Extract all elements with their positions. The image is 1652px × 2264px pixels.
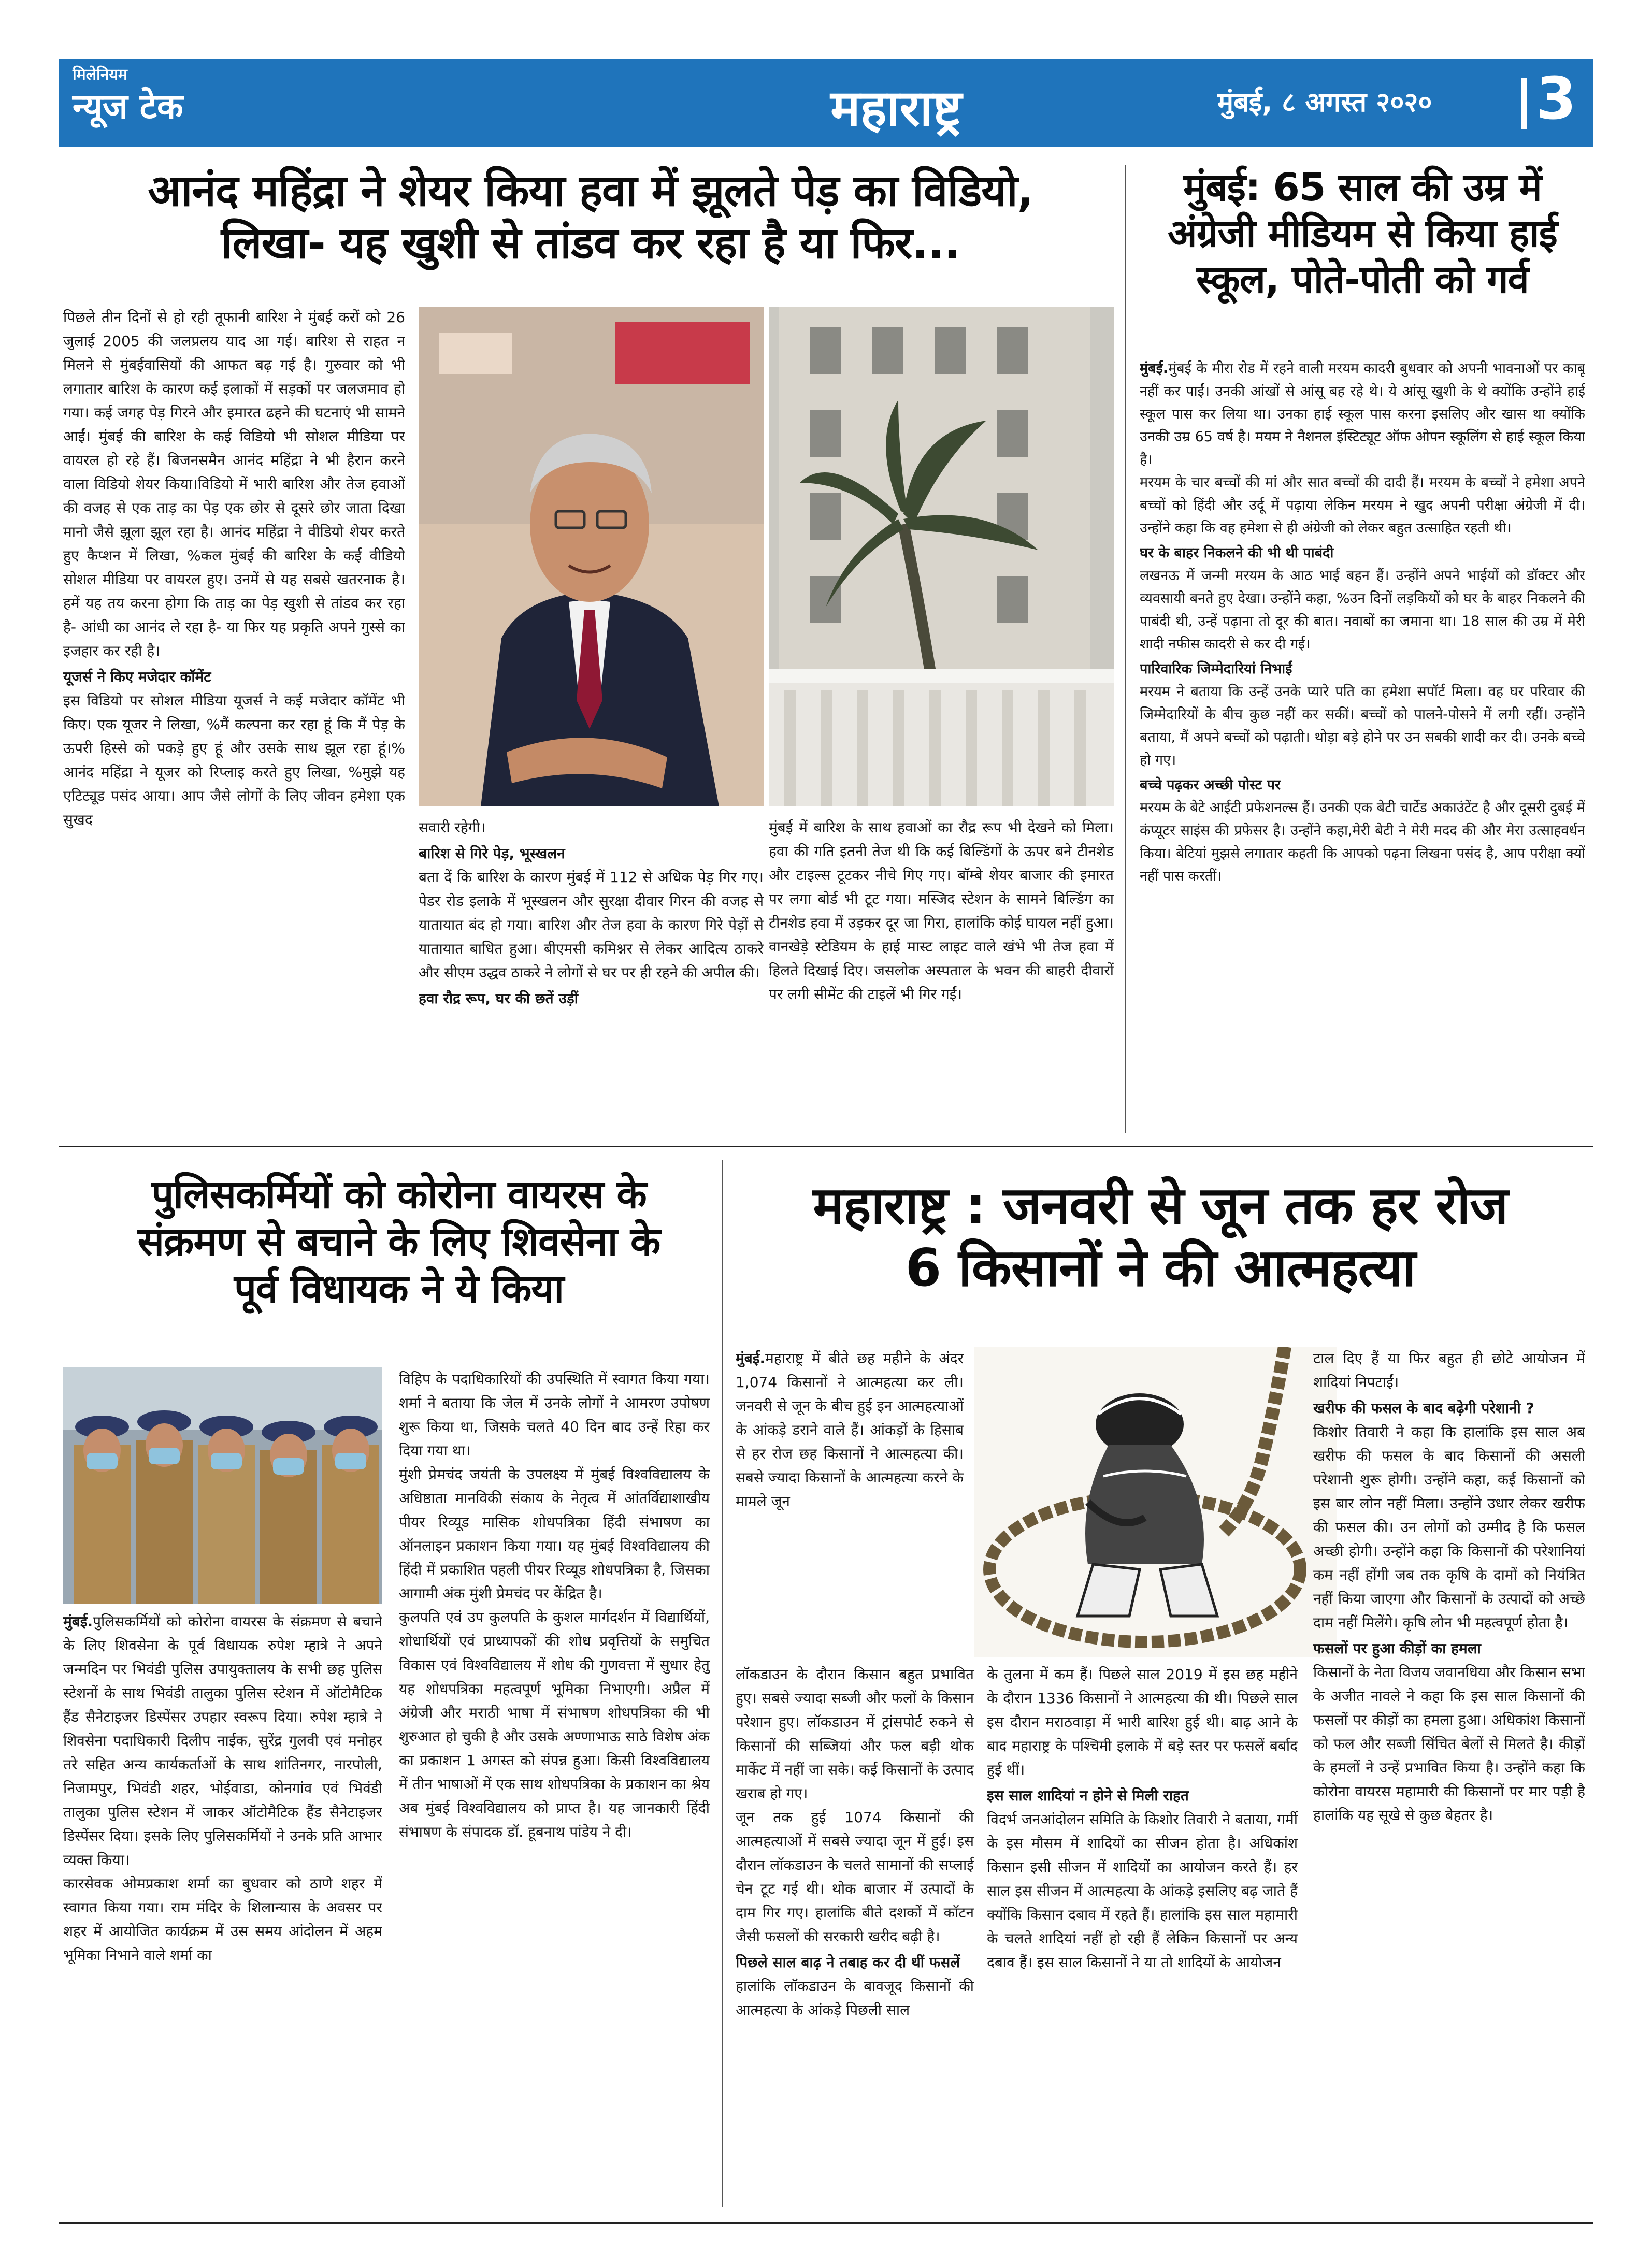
section-title: महाराष्ट्र — [830, 79, 962, 137]
farmer-sketch — [974, 1347, 1337, 1657]
story1-subhead-trees: बारिश से गिरे पेड़, भूस्खलन — [419, 845, 565, 862]
story4-headline-line1: महाराष्ट्र : जनवरी से जून तक हर रोज — [813, 1175, 1508, 1236]
story1-body-2: इस विडियो पर सोशल मीडिया यूजर्स ने कई मजेदार कॉमेंट भी किए। एक यूजर ने लिखा, %मैं कल्पना कर रहा हूं कि मैं पेड़ के ऊपरी हिस्से को पकड़े हुए हूं और उसके साथ झूल रहा हूं।% आनंद महिंद्रा ने यूजर को रिप्लाइ करते हुए लिखा, %मुझे यह एटिट्यूड पसंद आया। आप जैसे लोगों के लिए जीवन हमेशा एक सुखद — [63, 692, 405, 828]
story2-subhead-3: बच्चे पढ़कर अच्छी पोस्ट पर — [1140, 777, 1281, 793]
story2-subhead-1: घर के बाहर निकलने की भी थी पाबंदी — [1140, 545, 1334, 561]
story1-subhead-wind: हवा रौद्र रूप, घर की छतें उड़ीं — [419, 990, 578, 1007]
story2-headline: मुंबई: 65 साल की उम्र में अंग्रेजी मीडियम से किया हाई स्कूल, पोते-पोती को गर्व — [1168, 165, 1557, 302]
story4-body-4: हालांकि लॉकडाउन के बावजूद किसानों की आत्महत्या के आंकड़े पिछली साल — [736, 1978, 974, 2018]
police-masks-icon — [63, 1367, 382, 1604]
story1-col2-body-1: सवारी रहेगी। — [419, 819, 486, 836]
brand-name: न्यूज टेक — [73, 86, 183, 126]
story4-col3-body-3: किसानों के नेता विजय जवानधिया और किसान सभा के अजीत नावले ने कहा कि इस साल किसानों की फसलों पर कीड़ों का हमला हुआ। अधिकांश किसानों को फल और सब्जी सिंचित बेलों से मिलते है। कीड़ों के हमलों ने उन्हें प्रभावित किया है। उन्होंने कहा कि कोरोना वायरस महामारी की किसानों पर मार पड़ी है हालांकि यह सूखे से कुछ बेहतर है। — [1313, 1664, 1585, 1824]
farmer-noose-sketch-icon — [974, 1347, 1337, 1657]
story3-column-1 — [63, 1610, 382, 2205]
story3-column-2 — [399, 1367, 710, 2207]
palm-tree-storm-icon — [769, 307, 1114, 806]
story3-headline-line1: पुलिसकर्मियों को कोरोना वायरस के — [151, 1171, 647, 1217]
story4-headline-line2: 6 किसानों ने की आत्महत्या — [905, 1237, 1416, 1298]
story1-col3-body: मुंबई में बारिश के साथ हवाओं का रौद्र रूप भी देखने को मिला। हवा की गति इतनी तेज थी कि कई बिल्डिंगों के ऊपर बने टीनशेड और टाइल्स टूटकर नीचे गिए गए। बॉम्बे शेयर बाजार की इमारत पर लगा बोर्ड भी टूट गया। मस्जिद स्टेशन के सामने बिल्डिंग का टीनशेड हवा में उड़कर दूर जा गिरा, हालांकि कोई घायल नहीं हुआ। वानखेड़े स्टेडियम के हाई मास्ट लाइट वाले खंभे भी तेज हवा में हिलते दिखाई दिए। जसलोक अस्पताल के भवन की बाहरी दीवारों पर लगी सीमेंट की टाइलें भी गिर गईं। — [769, 819, 1114, 1003]
story3-col2-body-1: विहिप के पदाधिकारियों की उपस्थिति में स्वागत किया गया। शर्मा ने बताया कि जेल में उनके लोगों ने आमरण उपोषण शुरू किया था, जिसके चलते 40 दिन बाद उन्हें रिहा कर दिया गया था। — [399, 1371, 710, 1459]
footer-rule — [59, 2222, 1593, 2224]
story2-body-3: लखनऊ में जन्मी मरयम के आठ भाई बहन हैं। उन्होंने अपने भाईयों को डॉक्टर और व्यवसायी बनते हुए देखा। उन्होंने कहा, %उन दिनों लड़कियों को घर के बाहर निकलने की पाबंदी थी, उन्हें पढ़ाना तो दूर की बात। नवाबों का जमाना था। 18 साल की उम्र में मेरी शादी नफीस कादरी से कर दी गई। — [1140, 568, 1585, 652]
story3-dateline: मुंबई. — [63, 1613, 93, 1630]
story2-subhead-2: पारिवारिक जिम्मेदारियां निभाईं — [1140, 661, 1292, 677]
story4-body-2: लॉकडाउन के दौरान किसान बहुत प्रभावित हुए। सबसे ज्यादा सब्जी और फलों के किसान परेशान हुए। लॉकडाउन में ट्रांसपोर्ट रुकने से किसानों की सब्जियां और फल बड़ी थोक मार्केट में नहीं जा सके। कई किसानों के उत्पाद खराब हो गए। — [736, 1666, 974, 1802]
person-portrait-icon — [419, 307, 764, 806]
story4-subhead-kharif: खरीफ की फसल के बाद बढ़ेगी परेशानी ? — [1313, 1400, 1534, 1417]
story4-body-1: महाराष्ट्र में बीते छह महीने के अंदर 1,074 किसानों ने आत्महत्या कर ली। जनवरी से जून के बीच हुई इन आत्महत्याओं के आंकड़े डराने वाले हैं। आंकड़ों के हिसाब से हर रोज छह किसानों ने आत्महत्या की। सबसे ज्यादा किसानों के आत्महत्या करने के मामले जून — [736, 1350, 964, 1510]
story1-headline-line2: लिखा- यह खुशी से तांडव कर रहा है या फिर... — [221, 217, 960, 268]
story2-body-4: मरयम ने बताया कि उन्हें उनके प्यारे पति का हमेशा सपॉर्ट मिला। वह घर परिवार की जिम्मेदारियों के बीच कुछ नहीं कर सकीं। बच्चों को पालने-पोसने में लगी रहीं। उन्होंने बताया, मैं अपने बच्चों को पढ़ाती। थोड़ा बड़े होने पर उन सबकी शादी कर दी। उनके बच्चे हो गए। — [1140, 684, 1585, 768]
column-rule — [1125, 165, 1126, 1133]
story4-subhead-pests: फसलों पर हुआ कीड़ों का हमला — [1313, 1640, 1481, 1657]
mahindra-photo — [419, 307, 764, 806]
story4-col2-body-1: के तुलना में कम हैं। पिछले साल 2019 में इस छह महीने के दौरान 1336 किसानों ने आत्महत्या की थी। पिछले साल इस दौरान मराठवाड़ा में भारी बारिश हुई थी। बाढ़ आने के बाद महाराष्ट्र के पश्चिमी इलाके में बड़े स्तर पर फसलें बर्बाद हुई थीं। — [987, 1666, 1298, 1778]
story2-body-2: मरयम के चार बच्चों की मां और सात बच्चों की दादी हैं। मरयम के बच्चों ने हमेशा अपने बच्चों को हिंदी और उर्दू में पढ़ाया लेकिन मरयम ने खुद अपनी परीक्षा अंग्रेजी में दी। उन्होंने कहा कि वह हमेशा से ही अंग्रेजी को लेकर बहुत उत्साहित रहती थी। — [1140, 474, 1585, 536]
brand-tagline: मिलेनियम — [73, 66, 127, 84]
story4-column-2 — [987, 1663, 1298, 2207]
story3-headline-line3: पूर्व विधायक ने ये किया — [234, 1265, 564, 1312]
story4-subhead-flood: पिछले साल बाढ़ ने तबाह कर दी थीं फसलें — [736, 1954, 960, 1971]
story4-subhead-weddings: इस साल शादियां न होने से मिली राहत — [987, 1787, 1189, 1804]
page-number: 3 — [1536, 65, 1576, 133]
story4-body-3: जून तक हुई 1074 किसानों की आत्महत्याओं में सबसे ज्यादा जून में हुई। इस दौरान लॉकडाउन के चलते सामानों की सप्लाई चेन टूट गई थी। थोक बाजार में उत्पादों के दाम गिर गए। हालांकि बीते दशकों में कॉटन जैसी फसलों की सरकारी खरीद बढ़ी है। — [736, 1809, 974, 1945]
page-number-divider — [1521, 78, 1527, 129]
story3-body-1: पुलिसकर्मियों को कोरोना वायरस के संक्रमण से बचाने के लिए शिवसेना के पूर्व विधायक रुपेश म्हात्रे ने अपने जन्मदिन पर भिवंडी पुलिस उपायुक्तालय के सभी छह पुलिस स्टेशनों के साथ भिवंडी तालुका पुलिस स्टेशन में ऑटोमैटिक हैंड सैनेटाइजर डिस्पेंसर उपहार स्वरूप दिया। रुपेश म्हात्रे ने शिवसेना पदाधिकारी दिलीप नाईक, सुरेंद्र गुलवी एवं मनोहर तरे सहित अन्य कार्यकर्ताओं के साथ शांतिनगर, नारपोली, निजामपुर, भिवंडी शहर, भोईवाडा, कोनगांव एवं भिवंडी तालुका पुलिस स्टेशन में जाकर ऑटोमैटिक हैंड सैनेटाइजर डिस्पेंसर दिया। इसके लिए पुलिसकर्मियों ने उनके प्रति आभार व्यक्त किया। — [63, 1613, 382, 1868]
police-photo — [63, 1367, 382, 1604]
story3-col2-body-3: कुलपति एवं उप कुलपति के कुशल मार्गदर्शन में विद्यार्थियों, शोधार्थियों एवं प्राध्यापकों की शोध प्रवृत्तियों के समुचित विकास एवं विश्वविद्यालय में शोध की गुणवत्ता में सुधार हेतु यह शोधपत्रिका महत्वपूर्ण भूमिका निभाएगी। अप्रैल में अंग्रेजी और मराठी भाषा में संभाषण शोधपत्रिका की भी शुरुआत हो चुकी है और उसके अण्णाभाऊ साठे विशेष अंक का प्रकाशन 1 अगस्त को संपन्न हुआ। किसी विश्वविद्यालय में तीन भाषाओं में एक साथ शोधपत्रिका के प्रकाशन का श्रेय अब मुंबई विश्वविद्यालय को प्राप्त है। यह जानकारी हिंदी संभाषण के संपादक डॉ. हूबनाथ पांडेय ने दी। — [399, 1609, 710, 1840]
story3-col2-body-2: मुंशी प्रेमचंद जयंती के उपलक्ष्य में मुंबई विश्वविद्यालय के अधिष्ठाता मानविकी संकाय के नेतृत्व में आंतर्विद्याशाखीय पीयर रिव्यूड मासिक शोधपत्रिका हिंदी संभाषण का ऑनलाइन प्रकाशन किया गया। यह मुंबई विश्वविद्यालय की हिंदी में प्रकाशित पहली पीयर रिव्यूड शोधपत्रिका है, जिसका आगामी अंक मुंशी प्रेमचंद पर केंद्रित है। — [399, 1466, 710, 1602]
story1-body-1: पिछले तीन दिनों से हो रही तूफानी बारिश ने मुंबई करों को 26 जुलाई 2005 की जलप्रलय याद आ गई। बारिश से राहत न मिलने से मुंबईवासियों की आफत बढ़ गई है। गुरुवार को भी लगातार बारिश के कारण कई इलाकों में सड़कों पर जलजमाव हो गया। कई जगह पेड़ गिरने और इमारत ढहने की घटनाएं भी सामने आईं। मुंबई की बारिश के कई विडियो भी सोशल मीडिया पर वायरल हो रहे हैं। बिजनसमैन आनंद महिंद्रा ने भी हैरान करने वाला विडियो शेयर किया।विडियो में भारी बारिश और तेज हवाओं की वजह से एक ताड़ का पेड़ एक छोर से दूसरे छोर जाता दिखा मानो जैसे झूला झूल रहा है। आनंद महिंद्रा ने वीडियो शेयर करते हुए कैप्शन में लिखा, %कल मुंबई की बारिश के कई वीडियो सोशल मीडिया पर वायरल हुए। उनमें से यह सबसे खतरनाक है। हमें यह तय करना होगा कि ताड़ का पेड़ खुशी से तांडव कर रहा है- आंधी का आनंद ले रहा है- या फिर यह प्रकृति अपने गुस्से का इजहार कर रही है। — [63, 309, 405, 659]
story2-body-1: मुंबई के मीरा रोड में रहने वाली मरयम कादरी बुधवार को अपनी भावनाओं पर काबू नहीं कर पाईं। उनकी आंखों से आंसू बह रहे थे। ये आंसू खुशी के थे क्योंकि उन्होंने हाई स्कूल पास कर लिया था। उनका हाई स्कूल पास करना इसलिए और खास था क्योंकि उनकी उम्र 65 वर्ष है। मयम ने नैशनल इंस्टिट्यूट ऑफ ओपन स्कूलिंग से हाई स्कूल किया है। — [1140, 360, 1585, 468]
story4-col2-body-2: विदर्भ जनआंदोलन समिति के किशोर तिवारी ने बताया, गर्मी के इस मौसम में शादियों का सीजन होता है। अधिकांश किसान इसी सीजन में शादियों का आयोजन करते हैं। हर साल इस सीजन में आत्महत्या के आंकड़े इसलिए बढ़ जाते हैं क्योंकि किसान दबाव में रहते हैं। हालांकि इस साल महामारी के चलते शादियां नहीं हो रही हैं लेकिन किसानों पर अन्य दबाव हैं। इस साल किसानों ने या तो शादियों के आयोजन — [987, 1811, 1298, 1971]
palm-tree-photo — [769, 307, 1114, 806]
story1-headline — [67, 165, 1114, 269]
story1-subhead-users: यूजर्स ने किए मजेदार कॉमेंट — [63, 668, 211, 685]
story4-col3-body-1: टाल दिए हैं या फिर बहुत ही छोटे आयोजन में शादियां निपटाईं। — [1313, 1350, 1585, 1391]
story1-column-3 — [769, 816, 1114, 1127]
story1-col2-body-2: बता दें कि बारिश के कारण मुंबई में 112 से अधिक पेड़ गिर गए। पेडर रोड इलाके में भूस्खलन और सुरक्षा दीवार गिरन की वजह से यातायात बंद हो गया। बारिश और तेज हवा के कारण गिरे पेड़ों से यातायात बाधित हुआ। बीएमसी कमिश्नर से लेकर आदित्य ठाकरे और सीएम उद्धव ठाकरे ने लोगों से घर पर ही रहने की अपील की। — [419, 869, 764, 981]
story2-column — [1140, 357, 1585, 1134]
story2-dateline: मुंबई. — [1140, 360, 1169, 377]
story4-column-1a — [736, 1347, 964, 1657]
story1-column-2 — [419, 816, 764, 1127]
story3-headline-line2: संक्रमण से बचाने के लिए शिवसेना के — [137, 1218, 660, 1265]
issue-date: मुंबई, ८ अगस्त २०२० — [1217, 87, 1432, 118]
story1-headline-line1: आनंद महिंद्रा ने शेयर किया हवा में झूलते पेड़ का विडियो, — [148, 165, 1033, 216]
story4-column-3 — [1313, 1347, 1585, 2207]
section-rule — [59, 1146, 1593, 1147]
story4-dateline: मुंबई. — [736, 1350, 766, 1367]
story3-body-2: कारसेवक ओमप्रकाश शर्मा का बुधवार को ठाणे शहर में स्वागत किया गया। राम मंदिर के शिलान्यास के अवसर पर शहर में आयोजित कार्यक्रम में उस समय आंदोलन में अहम भूमिका निभाने वाले शर्मा का — [63, 1875, 382, 1964]
story3-headline — [62, 1171, 736, 1313]
column-rule — [722, 1160, 723, 2207]
story4-headline — [730, 1175, 1590, 1299]
story1-column-1 — [63, 306, 405, 1129]
story2-body-5: मरयम के बेटे आईटी प्रफेशनल्स हैं। उनकी एक बेटी चार्टेड अकाउंटेंट है और दूसरी दुबई में कंप्यूटर साइंस की प्रफेसर है। उन्होंने कहा,मेरी बेटी ने मेरी मदद की और मेरा उत्साहवर्धन किया। बेटियां मुझसे लगातार कहती कि आपको पढ़ना लिखना पसंद है, आप परीक्षा क्यों नहीं पास करतीं। — [1140, 800, 1585, 884]
story4-col3-body-2: किशोर तिवारी ने कहा कि हालांकि इस साल अब खरीफ की फसल के बाद किसानों की असली परेशानी शुरू होगी। उन्होंने कहा, कई किसानों को इस बार लोन नहीं मिला। उन्होंने उधार लेकर खरीफ की फसल की। उन लोगों को उम्मीद है कि फसल अच्छी होगी। उन्होंने कहा कि किसानों की परेशानियां कम नहीं होंगी जब तक कृषि के दामों को नियंत्रित नहीं किया जाएगा और किसानों के उत्पादों को अच्छे दाम नहीं मिलेंगे। कृषि लोन भी महत्वपूर्ण होता है। — [1313, 1423, 1585, 1631]
story4-column-1b — [736, 1663, 974, 2207]
